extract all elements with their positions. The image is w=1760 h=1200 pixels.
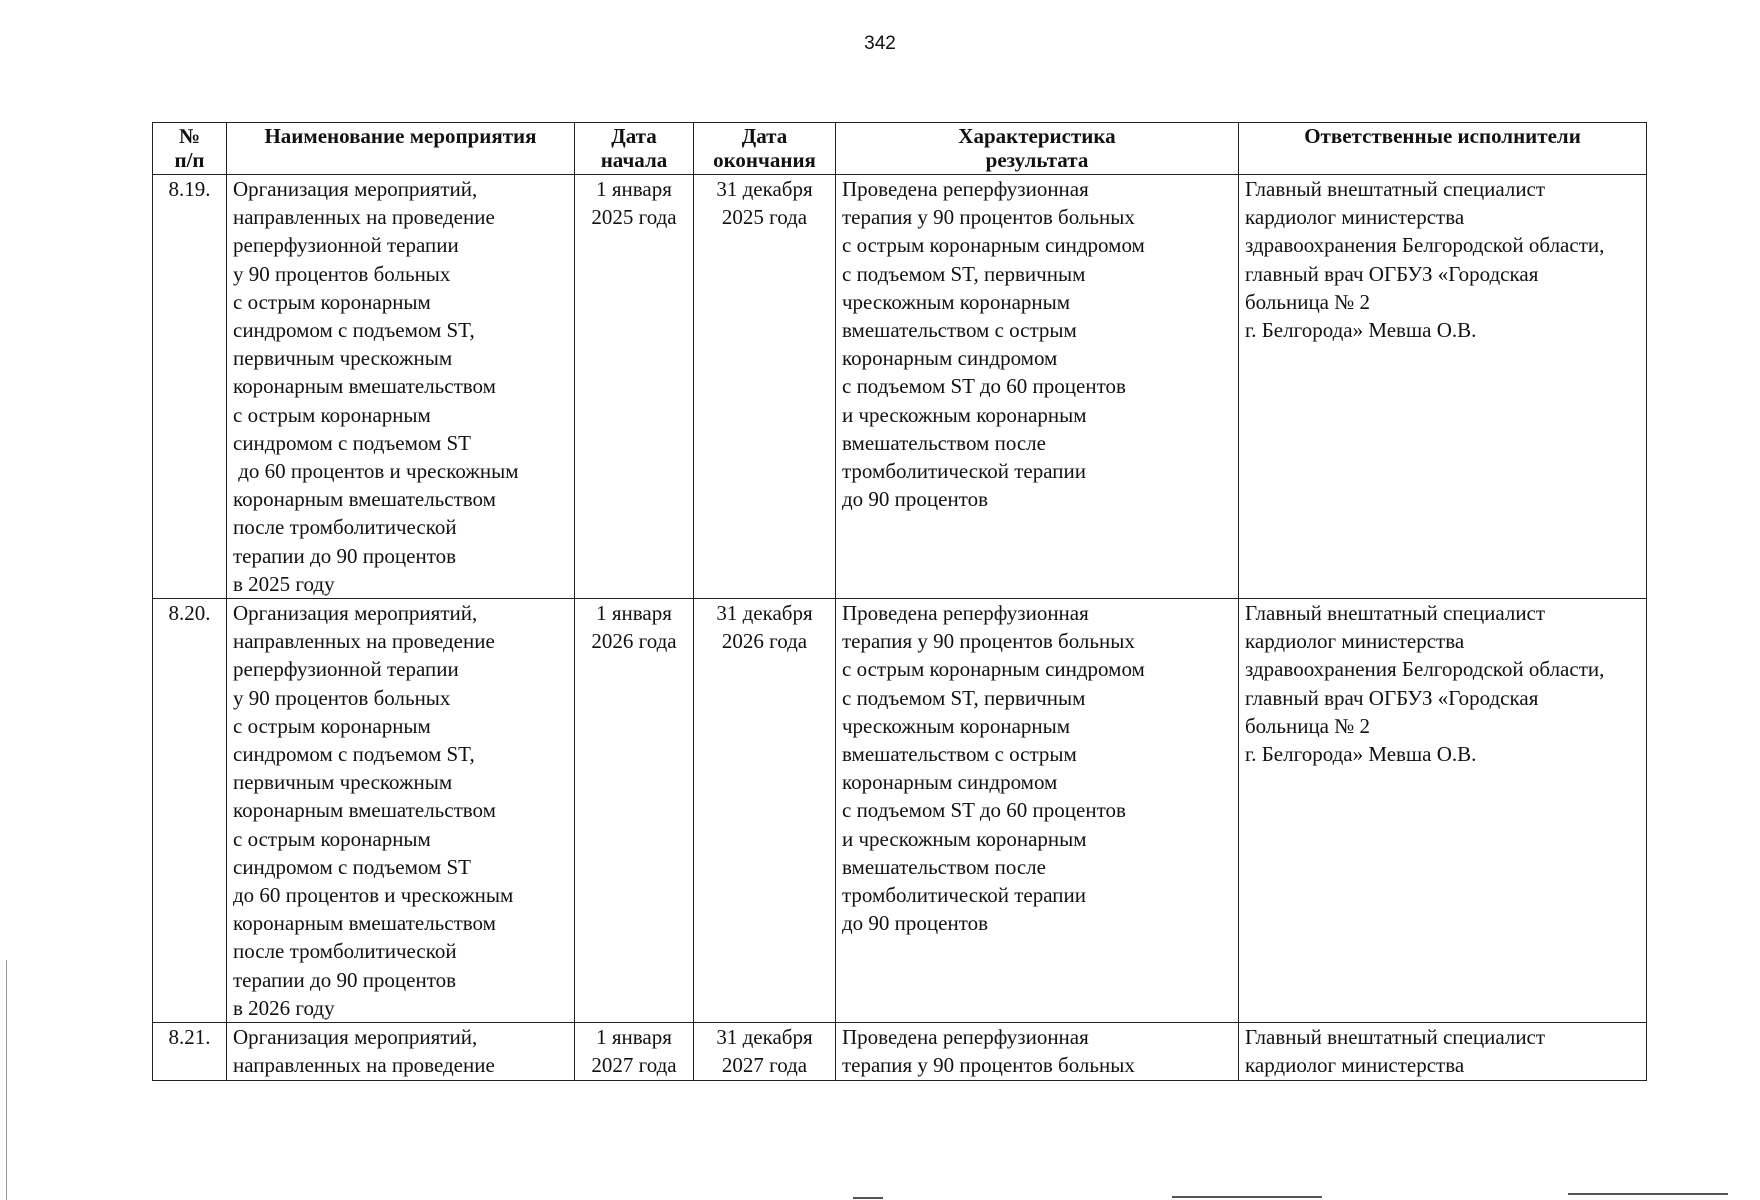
row-number: 8.21.	[153, 1023, 227, 1080]
header-result	[836, 123, 1239, 175]
start-date	[575, 599, 694, 1023]
start-date	[575, 1023, 694, 1080]
scan-mark	[1172, 1196, 1322, 1198]
table-body	[153, 175, 1647, 1081]
measure-name-line: синдромом с подъемом ST,	[233, 742, 475, 767]
result-description-line: и чрескожным коронарным	[842, 826, 1087, 851]
result-description-line: вмешательством с острым	[842, 742, 1077, 767]
measure-name-line: Организация мероприятий,	[233, 1025, 478, 1050]
measure-name-line: коронарным вмешательством	[233, 487, 496, 512]
end-date-line: 2026 года	[721, 629, 808, 654]
measure-name-line: первичным чрескожным	[233, 770, 453, 795]
header-name	[227, 123, 575, 175]
result-description-line: с острым коронарным синдромом	[842, 657, 1145, 682]
header-end-line2: окончания	[713, 148, 816, 172]
end-date-line: 2025 года	[721, 205, 808, 230]
measure-name-line: синдромом с подъемом ST,	[233, 318, 475, 343]
responsible-executors-line: больница № 2	[1245, 289, 1371, 314]
result-description-line: терапия у 90 процентов больных	[842, 629, 1135, 654]
result-description-line: с подъемом ST, первичным	[842, 685, 1086, 710]
measure-name-line: синдромом с подъемом ST	[233, 854, 472, 879]
responsible-executors-line: Главный внештатный специалист	[1245, 177, 1546, 201]
header-end-date	[694, 123, 836, 175]
result-description-line: Проведена реперфузионная	[842, 601, 1089, 626]
end-date	[694, 599, 836, 1023]
measure-name-line: терапии до 90 процентов	[233, 967, 457, 992]
start-date-line: 2026 года	[591, 629, 677, 654]
measure-name-line: с острым коронарным	[233, 826, 431, 851]
header-result-line2: результата	[985, 148, 1089, 172]
result-description-line: с подъемом ST, первичным	[842, 261, 1086, 286]
scan-mark	[1568, 1193, 1728, 1195]
measure-name-line: коронарным вмешательством	[233, 911, 496, 936]
start-date-line: 1 января	[596, 177, 672, 201]
responsible-executors-line: главный врач ОГБУЗ «Городская	[1245, 685, 1539, 710]
end-date-line: 31 декабря	[716, 601, 813, 626]
start-date	[575, 175, 694, 599]
responsible-executors-line: больница № 2	[1245, 713, 1371, 738]
result-description-line: с подъемом ST до 60 процентов	[842, 798, 1126, 823]
end-date-line: 31 декабря	[716, 1025, 813, 1050]
measure-name-line: до 60 процентов и чрескожным	[233, 883, 514, 908]
result-description-line: до 90 процентов	[842, 487, 989, 512]
responsible-executors-line: кардиолог министерства	[1245, 629, 1465, 654]
responsible-executors	[1239, 175, 1647, 599]
end-date-line: 2027 года	[721, 1053, 808, 1078]
result-description-line: вмешательством после	[842, 854, 1046, 879]
header-end-line1: Дата	[741, 124, 788, 148]
start-date-line: 2025 года	[591, 205, 677, 230]
measure-name-line: коронарным вмешательством	[233, 374, 496, 399]
responsible-executors	[1239, 1023, 1647, 1080]
header-name-text: Наименование мероприятия	[264, 124, 537, 148]
measure-name	[227, 175, 575, 599]
measure-name	[227, 1023, 575, 1080]
measure-name-line: Организация мероприятий,	[233, 601, 478, 626]
result-description-line: с подъемом ST до 60 процентов	[842, 374, 1126, 399]
result-description-line: чрескожным коронарным	[842, 289, 1071, 314]
start-date-line: 1 января	[596, 601, 672, 626]
result-description	[836, 1023, 1239, 1080]
table-row	[153, 599, 1647, 1023]
table-row	[153, 175, 1647, 599]
measure-name-line: в 2025 году	[233, 571, 335, 596]
measure-name-line: направленных на проведение	[233, 205, 495, 230]
measure-name-line: после тромболитической	[233, 515, 457, 540]
header-responsible	[1239, 123, 1647, 175]
measure-name-line: у 90 процентов больных	[233, 685, 451, 710]
measure-name-line: коронарным вмешательством	[233, 798, 496, 823]
result-description	[836, 599, 1239, 1023]
measure-name-line: направленных на проведение	[233, 629, 495, 654]
header-num	[153, 123, 227, 175]
measure-name-line: у 90 процентов больных	[233, 261, 451, 286]
measure-name	[227, 599, 575, 1023]
header-start-date	[575, 123, 694, 175]
header-num-line2: п/п	[174, 148, 205, 172]
responsible-executors-line: г. Белгорода» Мевша О.В.	[1245, 318, 1477, 343]
result-description-line: вмешательством после	[842, 430, 1046, 455]
responsible-executors-line: кардиолог министерства	[1245, 1053, 1465, 1078]
measure-name-line: после тромболитической	[233, 939, 457, 964]
scan-mark	[853, 1197, 883, 1199]
measure-name-line: до 60 процентов и чрескожным	[233, 459, 519, 484]
result-description-line: коронарным синдромом	[842, 346, 1058, 371]
measure-name-line: с острым коронарным	[233, 713, 431, 738]
responsible-executors-line: здравоохранения Белгородской области,	[1245, 233, 1605, 258]
row-number: 8.20.	[153, 599, 227, 1023]
result-description-line: чрескожным коронарным	[842, 713, 1071, 738]
responsible-executors-line: г. Белгорода» Мевша О.В.	[1245, 742, 1477, 767]
header-start-line2: начала	[600, 148, 668, 172]
scan-edge	[6, 960, 7, 1200]
row-number: 8.19.	[153, 175, 227, 599]
responsible-executors-line: главный врач ОГБУЗ «Городская	[1245, 261, 1539, 286]
result-description-line: тромболитической терапии	[842, 459, 1086, 484]
result-description-line: тромболитической терапии	[842, 883, 1086, 908]
end-date	[694, 1023, 836, 1080]
responsible-executors-line: здравоохранения Белгородской области,	[1245, 657, 1605, 682]
responsible-executors-line: Главный внештатный специалист	[1245, 1025, 1546, 1050]
measure-name-line: с острым коронарным	[233, 289, 431, 314]
result-description-line: и чрескожным коронарным	[842, 402, 1087, 427]
measure-name-line: Организация мероприятий,	[233, 177, 478, 201]
measure-name-line: в 2026 году	[233, 995, 335, 1020]
result-description-line: с острым коронарным синдромом	[842, 233, 1145, 258]
measures-table	[152, 122, 1647, 1081]
measure-name-line: с острым коронарным	[233, 402, 431, 427]
header-num-line1: №	[178, 124, 201, 148]
result-description-line: Проведена реперфузионная	[842, 1025, 1089, 1050]
start-date-line: 1 января	[596, 1025, 672, 1050]
result-description-line: терапия у 90 процентов больных	[842, 205, 1135, 230]
measure-name-line: терапии до 90 процентов	[233, 543, 457, 568]
responsible-executors-line: кардиолог министерства	[1245, 205, 1465, 230]
header-result-line1: Характеристика	[958, 124, 1116, 148]
table-header-row	[153, 123, 1647, 175]
measure-name-line: реперфузионной терапии	[233, 657, 459, 682]
measure-name-line: первичным чрескожным	[233, 346, 453, 371]
header-responsible-text: Ответственные исполнители	[1304, 124, 1581, 148]
end-date-line: 31 декабря	[716, 177, 813, 201]
measure-name-line: направленных на проведение	[233, 1053, 495, 1078]
end-date	[694, 175, 836, 599]
responsible-executors-line: Главный внештатный специалист	[1245, 601, 1546, 626]
result-description-line: вмешательством с острым	[842, 318, 1077, 343]
responsible-executors	[1239, 599, 1647, 1023]
result-description-line: Проведена реперфузионная	[842, 177, 1089, 201]
result-description-line: до 90 процентов	[842, 911, 989, 936]
table-row	[153, 1023, 1647, 1080]
measure-name-line: реперфузионной терапии	[233, 233, 459, 258]
page-number: 342	[864, 33, 896, 54]
measure-name-line: синдромом с подъемом ST	[233, 430, 472, 455]
result-description-line: терапия у 90 процентов больных	[842, 1053, 1135, 1078]
start-date-line: 2027 года	[591, 1053, 677, 1078]
header-start-line1: Дата	[611, 124, 657, 148]
result-description	[836, 175, 1239, 599]
result-description-line: коронарным синдромом	[842, 770, 1058, 795]
